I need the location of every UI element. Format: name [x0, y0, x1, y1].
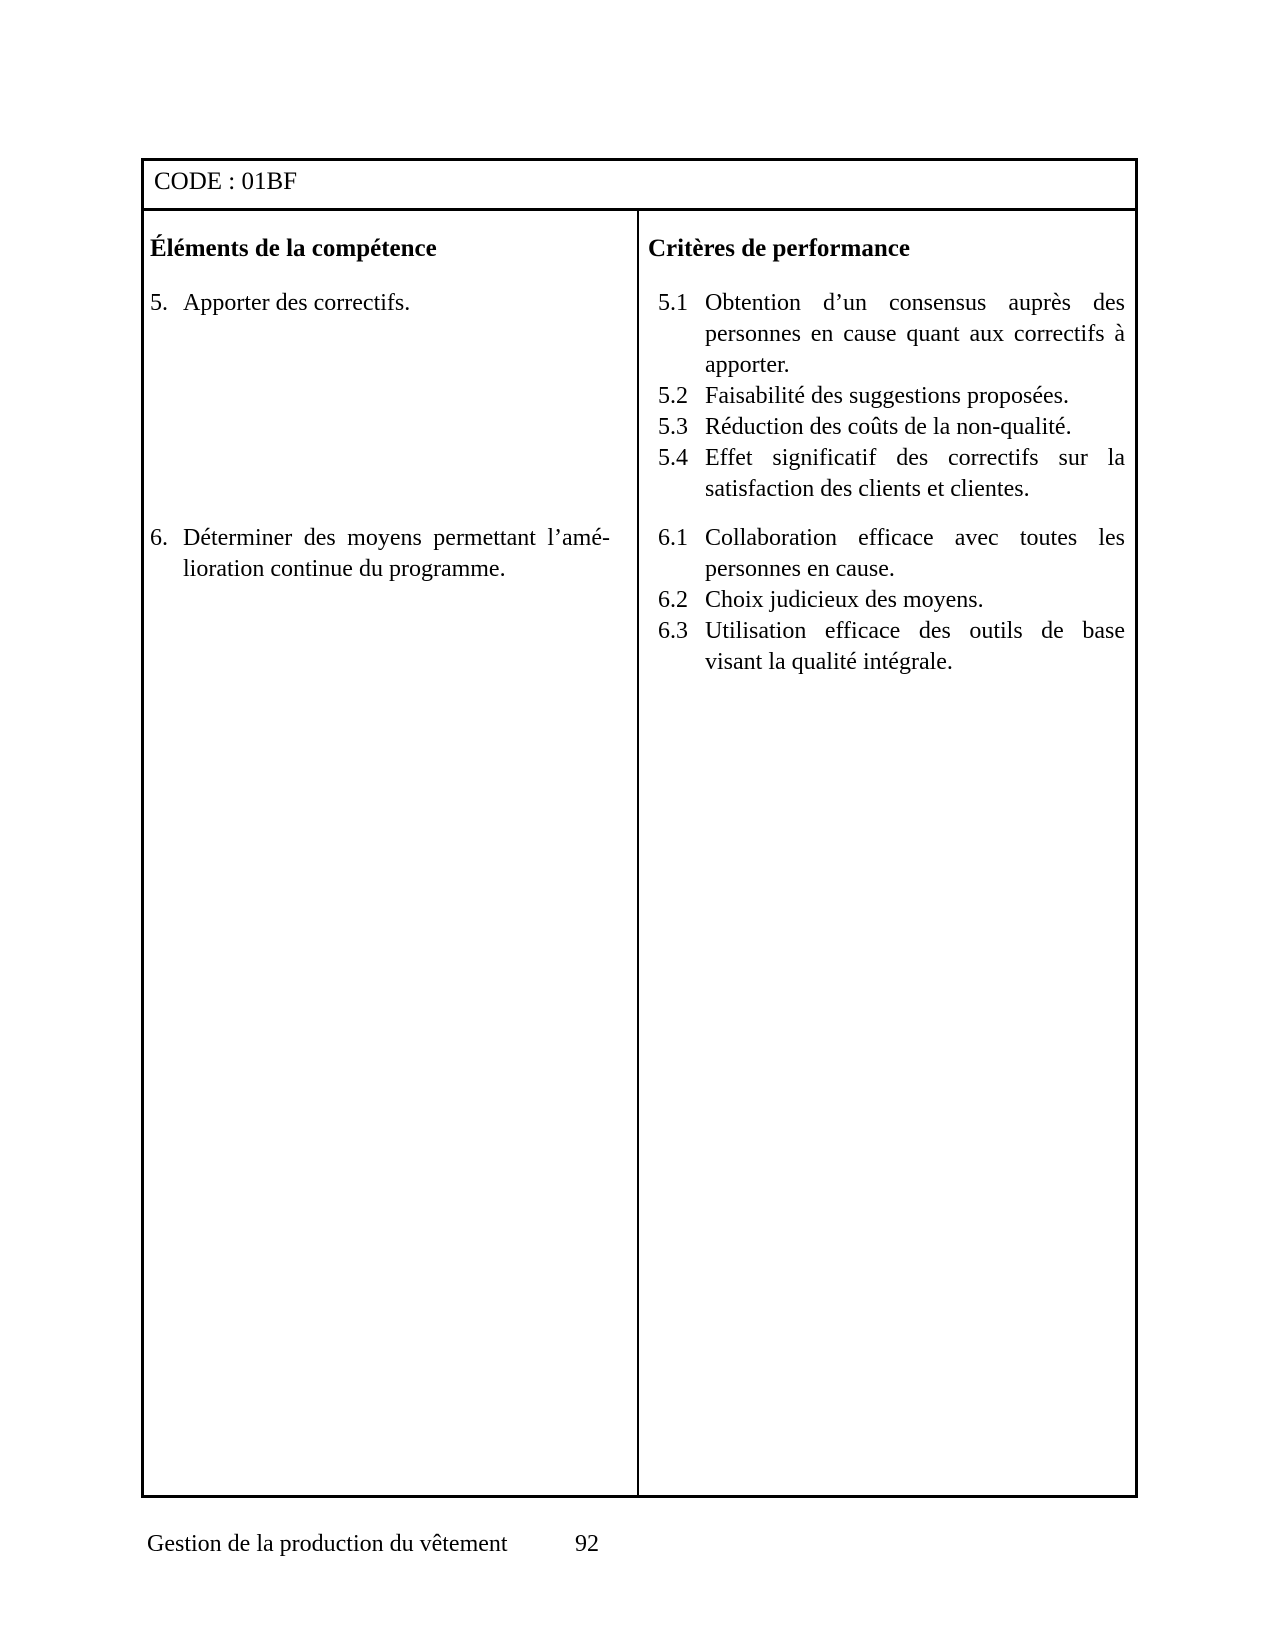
criterion-number: 6.1	[658, 525, 688, 551]
text-line: Apporter des correctifs.	[183, 290, 411, 316]
criterion-item	[658, 585, 1125, 616]
criterion-text	[705, 585, 1125, 616]
text-line: Réduction des coûts de la non-qualité.	[705, 414, 1072, 440]
page-number: 92	[575, 1531, 599, 1557]
footer-title: Gestion de la production du vêtement	[147, 1531, 508, 1557]
text-line: personnes en cause quant aux correctifs à	[705, 321, 1125, 347]
criterion-text	[705, 616, 1125, 678]
criterion-text	[705, 288, 1125, 381]
text-line: satisfaction des clients et clientes.	[705, 476, 1030, 502]
criterion-item	[658, 288, 1125, 381]
competence-table	[141, 158, 1138, 1498]
column-header-elements	[144, 211, 639, 288]
criterion-item	[658, 523, 1125, 585]
criterion-number: 5.4	[658, 445, 688, 471]
element-number: 5.	[150, 290, 168, 316]
criterion-text	[705, 523, 1125, 585]
element-item	[150, 288, 610, 319]
elements-cell-row-6	[144, 523, 639, 1495]
elements-cell-row-5	[144, 288, 639, 523]
element-text	[183, 288, 610, 319]
criterion-text	[705, 381, 1125, 412]
criterion-item	[658, 381, 1125, 412]
code-label: CODE : 01BF	[154, 168, 298, 195]
criteria-cell-row-6	[639, 523, 1135, 1495]
text-line: apporter.	[705, 352, 790, 378]
code-box	[144, 161, 1135, 211]
text-line: lioration continue du programme.	[183, 556, 506, 582]
text-line: Choix judicieux des moyens.	[705, 587, 984, 613]
text-line: visant la qualité intégrale.	[705, 649, 953, 675]
text-line: Utilisation efficace des outils de base	[705, 618, 1125, 644]
criterion-item	[658, 412, 1125, 443]
criterion-text	[705, 443, 1125, 505]
criterion-item	[658, 616, 1125, 678]
text-line: personnes en cause.	[705, 556, 895, 582]
criterion-number: 5.3	[658, 414, 688, 440]
element-text	[183, 523, 610, 585]
column-header-elements-label: Éléments de la compétence	[150, 235, 437, 262]
text-line: Déterminer des moyens permettant l’amé-	[183, 525, 610, 551]
criterion-text	[705, 412, 1125, 443]
criterion-number: 6.2	[658, 587, 688, 613]
text-line: Obtention d’un consensus auprès des	[705, 290, 1125, 316]
element-number: 6.	[150, 525, 168, 551]
footer	[0, 1529, 1275, 1561]
column-header-criteria	[639, 211, 1135, 288]
criterion-item	[658, 443, 1125, 505]
criterion-number: 5.1	[658, 290, 688, 316]
table-body	[144, 211, 1135, 1495]
text-line: Effet significatif des correctifs sur la	[705, 445, 1125, 471]
element-item	[150, 523, 610, 585]
criterion-number: 6.3	[658, 618, 688, 644]
criterion-number: 5.2	[658, 383, 688, 409]
text-line: Collaboration efficace avec toutes les	[705, 525, 1125, 551]
text-line: Faisabilité des suggestions proposées.	[705, 383, 1069, 409]
criteria-cell-row-5	[639, 288, 1135, 523]
column-header-criteria-label: Critères de performance	[648, 235, 910, 262]
